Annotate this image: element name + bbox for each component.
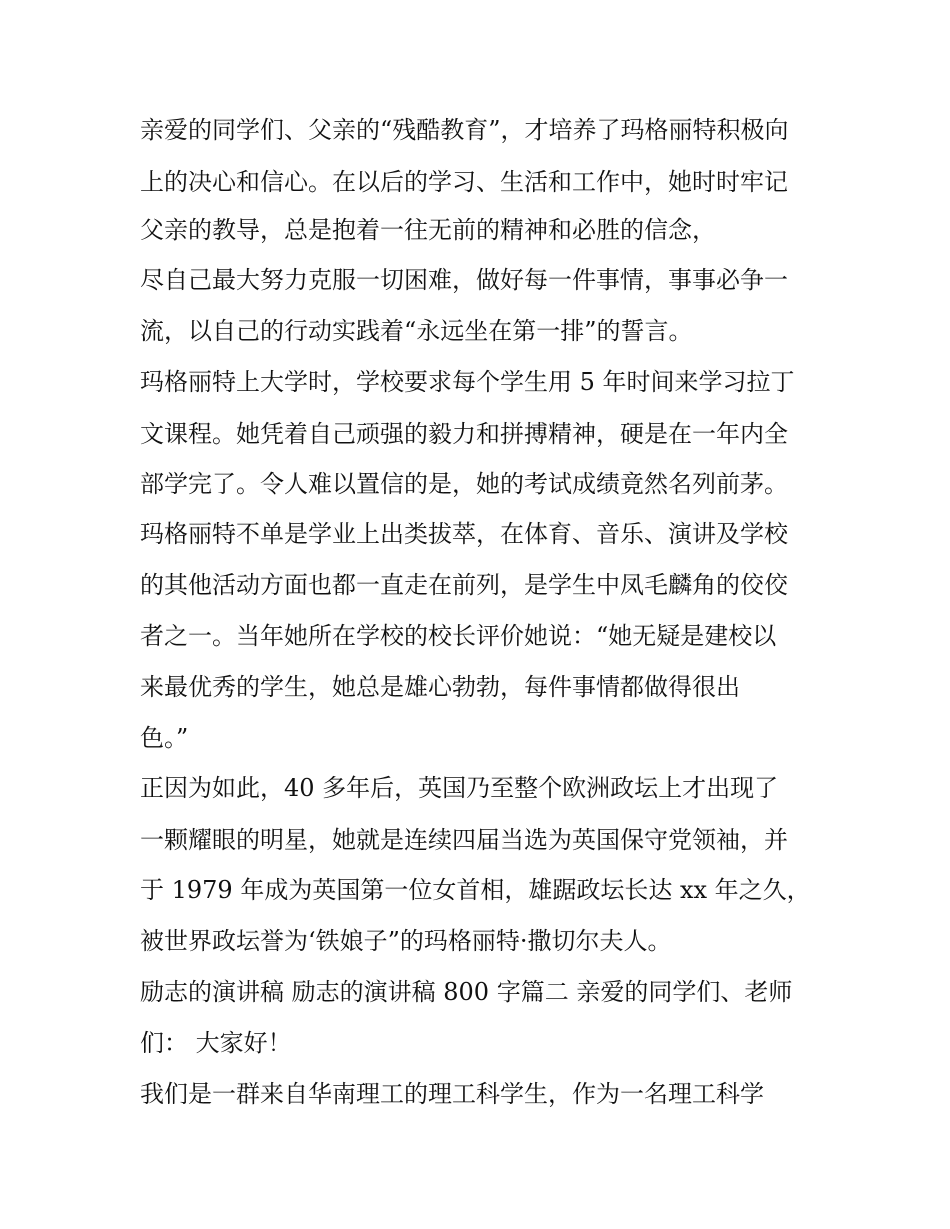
text-line: 部学完了。令人难以置信的是，她的考试成绩竟然名列前茅。 <box>140 470 788 498</box>
text-line: 色。” <box>140 724 189 752</box>
text-line: 一颗耀眼的明星，她就是连续四届当选为英国保守党领袖，并 <box>140 826 788 854</box>
text-line: 亲爱的同学们、父亲的“残酷教育”，才培养了玛格丽特积极向 <box>140 116 789 144</box>
text-line: 尽自己最大努力克服一切困难，做好每一件事情，事事必争一 <box>140 266 788 294</box>
text-line: 的其他活动方面也都一直走在前列，是学生中凤毛麟角的佼佼 <box>140 571 788 599</box>
text-line: 上的决心和信心。在以后的学习、生活和工作中，她时时牢记 <box>140 168 788 196</box>
text-line: 正因为如此，40 多年后，英国乃至整个欧洲政坛上才出现了 <box>140 774 779 802</box>
text-line: 来最优秀的学生，她总是雄心勃勃，每件事情都做得很出 <box>140 673 740 701</box>
text-line: 于 1979 年成为英国第一位女首相，雄踞政坛长达 xx 年之久， <box>140 876 811 904</box>
text-line: 流，以自己的行动实践着“永远坐在第一排”的誓言。 <box>140 317 693 345</box>
text-line: 玛格丽特上大学时，学校要求每个学生用 5 年时间来学习拉丁 <box>140 368 795 396</box>
text-line: 者之一。当年她所在学校的校长评价她说：“她无疑是建校以 <box>140 622 777 650</box>
text-line: 励志的演讲稿 励志的演讲稿 800 字篇二 亲爱的同学们、老师 <box>140 978 793 1006</box>
text-line: 们： 大家好！ <box>140 1029 292 1057</box>
text-line: 父亲的教导，总是抱着一往无前的精神和必胜的信念， <box>140 216 716 244</box>
text-line: 我们是一群来自华南理工的理工科学生，作为一名理工科学 <box>140 1080 764 1108</box>
text-line: 玛格丽特不单是学业上出类拔萃，在体育、音乐、演讲及学校 <box>140 520 788 548</box>
text-line: 文课程。她凭着自己顽强的毅力和拼搏精神，硬是在一年内全 <box>140 420 788 448</box>
text-line: 被世界政坛誉为‘铁娘子”的玛格丽特·撒切尔夫人。 <box>140 927 672 955</box>
